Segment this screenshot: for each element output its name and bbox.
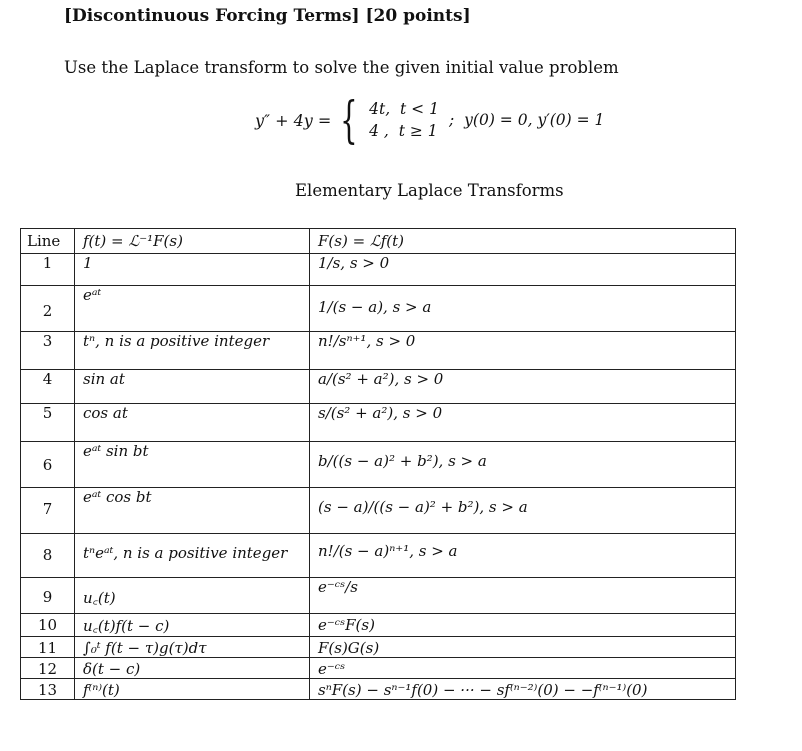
line-number: 7	[21, 488, 75, 534]
f-cell: f⁽ⁿ⁾(t)	[75, 679, 310, 700]
problem-instruction: Use the Laplace transform to solve the given initial value problem	[64, 58, 619, 77]
f-cell: cos at	[75, 404, 310, 442]
ivp-equation	[255, 92, 604, 148]
F-cell: b/((s − a)² + b²), s > a	[310, 442, 736, 488]
f-cell: ∫₀ᵗ f(t − τ)g(τ)dτ	[75, 637, 310, 658]
f-cell: eᵃᵗ cos bt	[75, 488, 310, 534]
initial-conditions: y(0) = 0, y′(0) = 1	[464, 111, 605, 129]
f-cell: eᵃᵗ	[75, 286, 310, 332]
case-1: 4t, t < 1	[369, 100, 439, 118]
equation-lhs: y″ + 4y =	[255, 110, 332, 130]
f-cell: u꜀(t)f(t − c)	[75, 614, 310, 637]
table-row	[21, 658, 736, 679]
F-cell: 1/(s − a), s > a	[310, 286, 736, 332]
F-cell: (s − a)/((s − a)² + b²), s > a	[310, 488, 736, 534]
line-number: 1	[21, 254, 75, 286]
line-number: 2	[21, 286, 75, 332]
f-cell: tⁿ, n is a positive integer	[75, 332, 310, 370]
left-brace: {	[340, 91, 358, 149]
header-line: Line	[21, 229, 75, 254]
line-number: 8	[21, 534, 75, 578]
line-number: 10	[21, 614, 75, 637]
table-row	[21, 332, 736, 370]
F-cell: F(s)G(s)	[310, 637, 736, 658]
line-number: 5	[21, 404, 75, 442]
F-cell: n!/(s − a)ⁿ⁺¹, s > a	[310, 534, 736, 578]
line-number: 9	[21, 578, 75, 614]
line-number: 13	[21, 679, 75, 700]
line-number: 11	[21, 637, 75, 658]
f-cell: 1	[75, 254, 310, 286]
f-cell: sin at	[75, 370, 310, 404]
table-row	[21, 370, 736, 404]
equation-separator: ;	[448, 111, 455, 129]
F-cell: 1/s, s > 0	[310, 254, 736, 286]
line-number: 12	[21, 658, 75, 679]
table-row	[21, 637, 736, 658]
table-row	[21, 286, 736, 332]
F-cell: n!/sⁿ⁺¹, s > 0	[310, 332, 736, 370]
F-cell: e⁻ᶜˢ	[310, 658, 736, 679]
f-cell: u꜀(t)	[75, 578, 310, 614]
table-row	[21, 488, 736, 534]
table-row	[21, 404, 736, 442]
f-cell: tⁿeᵃᵗ, n is a positive integer	[75, 534, 310, 578]
F-cell: s/(s² + a²), s > 0	[310, 404, 736, 442]
line-number: 4	[21, 370, 75, 404]
table-row	[21, 254, 736, 286]
line-number: 6	[21, 442, 75, 488]
table-row	[21, 442, 736, 488]
table-row	[21, 578, 736, 614]
table-row	[21, 614, 736, 637]
table-row	[21, 679, 736, 700]
laplace-table	[20, 228, 736, 700]
header-f: f(t) = ℒ⁻¹F(s)	[75, 229, 310, 254]
f-cell: δ(t − c)	[75, 658, 310, 679]
table-title: Elementary Laplace Transforms	[295, 181, 564, 200]
line-number: 3	[21, 332, 75, 370]
case-2: 4 , t ≥ 1	[369, 122, 438, 140]
header-F: F(s) = ℒf(t)	[310, 229, 736, 254]
F-cell: e⁻ᶜˢ/s	[310, 578, 736, 614]
table-header-row	[21, 229, 736, 254]
F-cell: sⁿF(s) − sⁿ⁻¹f(0) − ··· − sf⁽ⁿ⁻²⁾(0) − −f⁽ⁿ⁻¹⁾(0)	[310, 679, 736, 700]
F-cell: e⁻ᶜˢF(s)	[310, 614, 736, 637]
table-row	[21, 534, 736, 578]
problem-title: [Discontinuous Forcing Terms] [20 points]	[64, 6, 471, 26]
F-cell: a/(s² + a²), s > 0	[310, 370, 736, 404]
f-cell: eᵃᵗ sin bt	[75, 442, 310, 488]
piecewise-cases	[369, 100, 439, 140]
